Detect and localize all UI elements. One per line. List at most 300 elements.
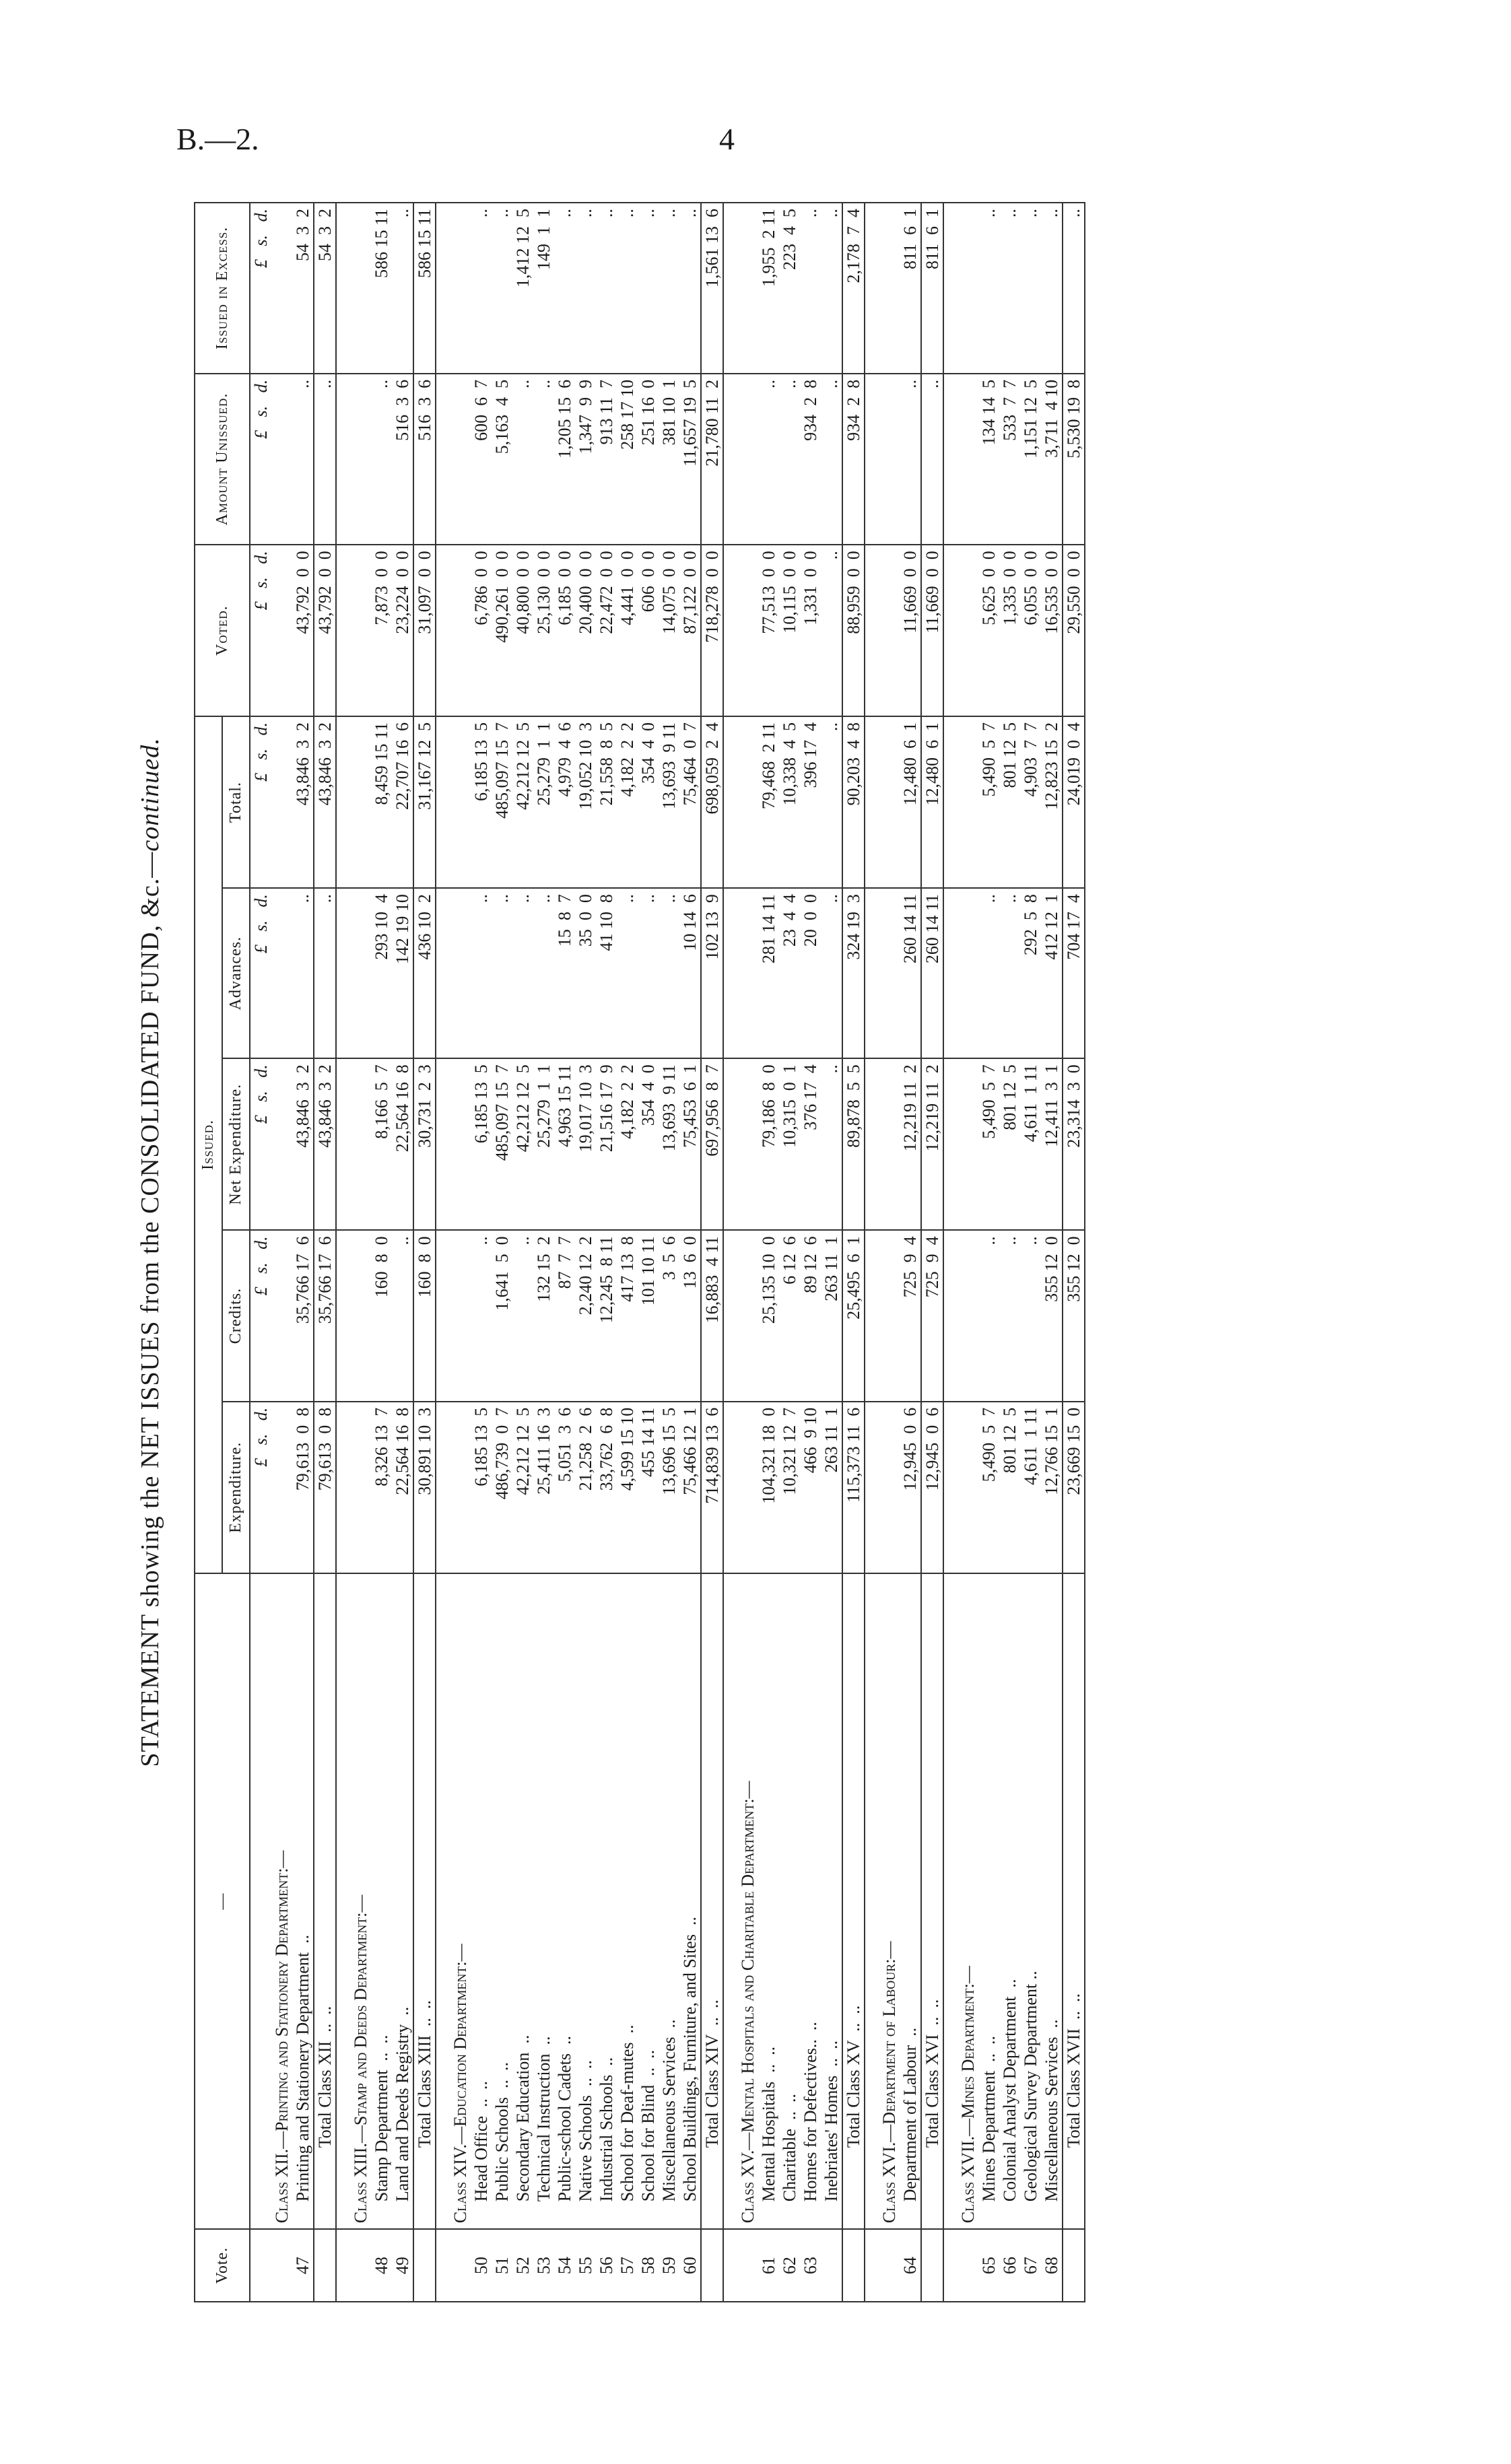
spacer-cell [865,1230,879,1401]
amount-cell: 1,331 0 0 [800,545,821,716]
col-description-header: — [195,1573,250,2229]
vote-cell: 67 [1020,2229,1041,2302]
amount-cell: 23,669 15 0 [1063,1402,1085,1573]
amount-cell: 35,766 17 6 [292,1230,314,1401]
spacer-cell [436,716,450,888]
amount-cell [271,1230,292,1401]
table-row [821,203,842,2302]
amount-cell: 102 13 9 [701,888,723,1058]
amount-cell [879,1230,900,1401]
amount-cell: .. [821,374,842,545]
amount-cell: 4,611 1 11 [1020,1058,1041,1230]
vote-cell [921,2229,943,2302]
vote-cell [879,2229,900,2302]
amount-cell: 43,846 3 2 [314,1058,336,1230]
class-heading: Class XVI.—Department of Labour:— [879,1573,900,2229]
total-row [842,203,865,2302]
description-cell: Miscellaneous Services .. [659,1573,679,2229]
amount-cell: .. [978,203,999,374]
table-row [292,203,314,2302]
table-row [779,203,800,2302]
amount-cell: 801 12 5 [999,716,1020,888]
amount-cell: 4,611 1 11 [1020,1402,1041,1573]
table-row [617,203,638,2302]
amount-cell [350,1058,371,1230]
amount-cell: 19,052 10 3 [575,716,596,888]
amount-cell: .. [821,888,842,1058]
amount-cell: 455 14 11 [638,1402,659,1573]
table-row [758,203,779,2302]
amount-cell [958,374,978,545]
col-total-header: Total. [222,716,250,888]
spacer-cell [336,2229,350,2302]
units-cell [250,1573,271,2229]
vote-cell: 68 [1041,2229,1063,2302]
statement-title [133,202,167,2302]
spacer-cell [865,203,879,374]
amount-cell: 12,945 0 6 [900,1402,921,1573]
spacer-row [436,203,450,2302]
col-net-expenditure-header: Net Expenditure. [222,1058,250,1230]
amount-cell: 1,641 5 0 [492,1230,512,1401]
col-vote-header: Vote. [195,2229,250,2302]
vote-cell [958,2229,978,2302]
title-suffix: continued. [136,737,164,852]
amount-cell: 13,693 9 11 [659,1058,679,1230]
vote-cell: 53 [533,2229,554,2302]
description-cell: Head Office .. .. [471,1573,492,2229]
amount-cell: 30,891 10 3 [413,1402,436,1573]
amount-cell: 4,599 15 10 [617,1402,638,1573]
amount-cell: 115,373 11 6 [842,1402,865,1573]
vote-cell [413,2229,436,2302]
spacer-cell [336,1573,350,2229]
vote-cell: 54 [554,2229,575,2302]
spacer-cell [943,1058,958,1230]
vote-cell [1063,2229,1085,2302]
title-main: STATEMENT showing the NET ISSUES from the CONSOLIDATED FUND, &c.— [136,851,164,1767]
spacer-cell [865,1402,879,1573]
amount-cell: 29,550 0 0 [1063,545,1085,716]
amount-cell: 43,792 0 0 [292,545,314,716]
amount-cell [879,1058,900,1230]
total-row [921,203,943,2302]
amount-cell: 704 17 4 [1063,888,1085,1058]
amount-cell [958,716,978,888]
description-cell: Homes for Defectives.. .. [800,1573,821,2229]
amount-cell: 293 10 4 [371,888,392,1058]
spacer-cell [723,203,737,374]
amount-cell: .. [533,374,554,545]
amount-cell: 12,219 11 2 [900,1058,921,1230]
amount-cell: 4,903 7 7 [1020,716,1041,888]
amount-cell: .. [617,888,638,1058]
amount-cell: 132 15 2 [533,1230,554,1401]
vote-cell: 55 [575,2229,596,2302]
amount-cell: 2,240 12 2 [575,1230,596,1401]
amount-cell: 714,839 13 6 [701,1402,723,1573]
spacer-cell [436,545,450,716]
amount-cell: .. [638,203,659,374]
amount-cell: 77,513 0 0 [758,545,779,716]
table-row [492,203,512,2302]
description-cell: Colonial Analyst Department .. [999,1573,1020,2229]
vote-cell: 61 [758,2229,779,2302]
amount-cell: 23,224 0 0 [392,545,413,716]
amount-cell: 5,490 5 7 [978,1402,999,1573]
vote-cell: 63 [800,2229,821,2302]
amount-cell: 23 4 4 [779,888,800,1058]
table-row [371,203,392,2302]
units-cell: £ s. d. [250,888,271,1058]
amount-cell: 263 11 1 [821,1402,842,1573]
vote-cell: 48 [371,2229,392,2302]
spacer-cell [943,545,958,716]
amount-cell [879,716,900,888]
amount-cell: .. [800,203,821,374]
description-cell: Mental Hospitals .. .. [758,1573,779,2229]
total-row [701,203,723,2302]
amount-cell: 35 0 0 [575,888,596,1058]
amount-cell: 355 12 0 [1041,1230,1063,1401]
table-row [512,203,533,2302]
col-credits-header: Credits. [222,1230,250,1401]
vote-cell [314,2229,336,2302]
amount-cell: 160 8 0 [371,1230,392,1401]
amount-cell: 25,279 1 1 [533,1058,554,1230]
amount-cell: 1,412 12 5 [512,203,533,374]
amount-cell: 149 1 1 [533,203,554,374]
amount-cell [450,716,471,888]
amount-cell: .. [999,888,1020,1058]
table-row [659,203,679,2302]
col-expenditure-header: Expenditure. [222,1402,250,1573]
vote-cell: 47 [292,2229,314,2302]
amount-cell: 21,780 11 2 [701,374,723,545]
amount-cell [737,1230,758,1401]
vote-cell: 57 [617,2229,638,2302]
spacer-cell [723,1573,737,2229]
table-row [392,203,413,2302]
amount-cell: 4,441 0 0 [617,545,638,716]
vote-cell [350,2229,371,2302]
spacer-cell [865,2229,879,2302]
amount-cell: 260 14 11 [900,888,921,1058]
amount-cell: 12,480 6 1 [900,716,921,888]
amount-cell: 40,800 0 0 [512,545,533,716]
amount-cell: 811 6 1 [900,203,921,374]
vote-cell [450,2229,471,2302]
spacer-cell [865,888,879,1058]
description-cell: Total Class XII .. .. [314,1573,336,2229]
amount-cell: 24,019 0 4 [1063,716,1085,888]
amount-cell: 3 5 6 [659,1230,679,1401]
header-row-1 [195,203,222,2302]
amount-cell: 6 12 6 [779,1230,800,1401]
amount-cell: .. [575,203,596,374]
amount-cell: 3,711 4 10 [1041,374,1063,545]
spacer-cell [723,1230,737,1401]
spacer-row [336,203,350,2302]
amount-cell: 33,762 6 8 [596,1402,617,1573]
vote-cell [701,2229,723,2302]
amount-cell: 21,258 2 6 [575,1402,596,1573]
amount-cell: .. [659,888,679,1058]
amount-cell: 417 13 8 [617,1230,638,1401]
description-cell: School Buildings, Furniture, and Sites .. [679,1573,701,2229]
amount-cell: 43,846 3 2 [292,716,314,888]
amount-cell: .. [978,888,999,1058]
amount-cell: 5,490 5 7 [978,716,999,888]
amount-cell: 354 4 0 [638,1058,659,1230]
description-cell: Total Class XV .. .. [842,1573,865,2229]
amount-cell: 89 12 6 [800,1230,821,1401]
amount-cell: 134 14 5 [978,374,999,545]
amount-cell [450,888,471,1058]
amount-cell: 8,166 5 7 [371,1058,392,1230]
page-number: 4 [719,122,735,156]
amount-cell: 54 3 2 [292,203,314,374]
vote-cell: 59 [659,2229,679,2302]
amount-cell: 223 4 5 [779,203,800,374]
description-cell: School for Blind .. .. [638,1573,659,2229]
amount-cell: 6,185 13 5 [471,1402,492,1573]
amount-cell: 466 9 10 [800,1402,821,1573]
col-unissued-header: Amount Unissued. [195,374,250,545]
amount-cell: 22,564 16 8 [392,1402,413,1573]
amount-cell: 263 11 1 [821,1230,842,1401]
spacer-cell [436,203,450,374]
amount-cell: 15 8 7 [554,888,575,1058]
amount-cell: 10,338 4 5 [779,716,800,888]
amount-cell: 42,212 12 5 [512,716,533,888]
vote-cell [842,2229,865,2302]
table-row [999,203,1020,2302]
amount-cell: 11,669 0 0 [900,545,921,716]
amount-cell: 25,135 10 0 [758,1230,779,1401]
units-cell: £ s. d. [250,716,271,888]
amount-cell: 490,261 0 0 [492,545,512,716]
amount-cell: 160 8 0 [413,1230,436,1401]
amount-cell: 12,945 0 6 [921,1402,943,1573]
amount-cell [737,1058,758,1230]
description-cell: Mines Department .. .. [978,1573,999,2229]
amount-cell [450,1058,471,1230]
spacer-cell [436,888,450,1058]
amount-cell: .. [492,203,512,374]
col-advances-header: Advances. [222,888,250,1058]
description-cell: Total Class XIII .. .. [413,1573,436,2229]
vote-cell: 58 [638,2229,659,2302]
spacer-cell [336,1402,350,1573]
amount-cell: 5,051 3 6 [554,1402,575,1573]
amount-cell [350,1230,371,1401]
amount-cell [737,888,758,1058]
amount-cell: 12,823 15 2 [1041,716,1063,888]
amount-cell: 436 10 2 [413,888,436,1058]
amount-cell: 12,766 15 1 [1041,1402,1063,1573]
amount-cell: 412 12 1 [1041,888,1063,1058]
spacer-cell [336,203,350,374]
amount-cell: 934 2 8 [842,374,865,545]
description-cell: Land and Deeds Registry .. [392,1573,413,2229]
spacer-cell [336,374,350,545]
amount-cell [271,203,292,374]
net-issues-table [194,202,1085,2302]
amount-cell: 6,185 13 5 [471,1058,492,1230]
amount-cell [350,888,371,1058]
spacer-row [723,203,737,2302]
units-cell: £ s. d. [250,545,271,716]
amount-cell: 718,278 0 0 [701,545,723,716]
amount-cell: .. [821,203,842,374]
amount-cell: 251 16 0 [638,374,659,545]
col-issued-header: Issued. [195,716,222,1573]
amount-cell: .. [314,374,336,545]
spacer-cell [865,545,879,716]
amount-cell: 12,480 6 1 [921,716,943,888]
amount-cell: 25,130 0 0 [533,545,554,716]
amount-cell [450,203,471,374]
amount-cell: 79,613 0 8 [292,1402,314,1573]
spacer-cell [943,2229,958,2302]
table-body [250,203,1085,2302]
amount-cell: .. [392,1230,413,1401]
amount-cell: 725 9 4 [900,1230,921,1401]
spacer-cell [436,1573,450,2229]
units-cell [250,2229,271,2302]
amount-cell: 4,182 2 2 [617,716,638,888]
amount-cell: .. [978,1230,999,1401]
amount-cell: 292 5 8 [1020,888,1041,1058]
amount-cell [737,1402,758,1573]
amount-cell: .. [758,374,779,545]
amount-cell: .. [921,374,943,545]
vote-cell: 49 [392,2229,413,2302]
amount-cell [271,888,292,1058]
amount-cell [271,545,292,716]
class-heading-row [350,203,371,2302]
amount-cell: 22,472 0 0 [596,545,617,716]
spacer-cell [865,1058,879,1230]
amount-cell: 4,963 15 11 [554,1058,575,1230]
amount-cell: .. [596,203,617,374]
vote-cell [821,2229,842,2302]
spacer-cell [865,374,879,545]
amount-cell: 75,453 6 1 [679,1058,701,1230]
amount-cell: 8,326 13 7 [371,1402,392,1573]
amount-cell: 516 3 6 [413,374,436,545]
description-cell: Miscellaneous Services .. [1041,1573,1063,2229]
spacer-cell [723,374,737,545]
table-row [596,203,617,2302]
amount-cell: 11,669 0 0 [921,545,943,716]
amount-cell: 13,696 15 5 [659,1402,679,1573]
amount-cell: 486,739 0 7 [492,1402,512,1573]
amount-cell: 20,400 0 0 [575,545,596,716]
amount-cell [958,545,978,716]
amount-cell [737,716,758,888]
units-cell: £ s. d. [250,203,271,374]
units-cell: £ s. d. [250,1058,271,1230]
amount-cell [350,203,371,374]
spacer-cell [723,716,737,888]
spacer-cell [336,1230,350,1401]
table-row [679,203,701,2302]
table-row [575,203,596,2302]
spacer-cell [336,545,350,716]
spacer-cell [723,2229,737,2302]
amount-cell: 41 10 8 [596,888,617,1058]
amount-cell: .. [1020,1230,1041,1401]
amount-cell: .. [679,203,701,374]
col-excess-header: Issued in Excess. [195,203,250,374]
amount-cell: 35,766 17 6 [314,1230,336,1401]
amount-cell: 801 12 5 [999,1402,1020,1573]
units-cell: £ s. d. [250,1402,271,1573]
description-cell: Native Schools .. .. [575,1573,596,2229]
amount-cell: 30,731 2 3 [413,1058,436,1230]
table-row [978,203,999,2302]
description-cell: Printing and Stationery Department .. [292,1573,314,2229]
amount-cell [450,374,471,545]
class-heading-row [958,203,978,2302]
table-row [638,203,659,2302]
amount-cell: 16,883 4 11 [701,1230,723,1401]
spacer-cell [943,716,958,888]
amount-cell: 43,846 3 2 [314,716,336,888]
table-row [900,203,921,2302]
table-row [554,203,575,2302]
vote-cell [271,2229,292,2302]
spacer-cell [723,1058,737,1230]
amount-cell: 811 6 1 [921,203,943,374]
amount-cell: 697,956 8 7 [701,1058,723,1230]
amount-cell: 396 17 4 [800,716,821,888]
amount-cell: 8,459 15 11 [371,716,392,888]
amount-cell: 11,657 19 5 [679,374,701,545]
vote-cell: 60 [679,2229,701,2302]
amount-cell: 12,219 11 2 [921,1058,943,1230]
amount-cell [450,545,471,716]
amount-cell: 516 3 6 [392,374,413,545]
amount-cell: 1,205 15 6 [554,374,575,545]
table-row [800,203,821,2302]
vote-cell: 56 [596,2229,617,2302]
amount-cell [958,1230,978,1401]
vote-cell: 50 [471,2229,492,2302]
amount-cell: 381 10 1 [659,374,679,545]
class-heading-row [879,203,900,2302]
class-heading: Class XVII.—Mines Department:— [958,1573,978,2229]
total-row [314,203,336,2302]
amount-cell [879,374,900,545]
spacer-cell [943,1573,958,2229]
amount-cell [958,1402,978,1573]
amount-cell [737,545,758,716]
amount-cell: 485,097 15 7 [492,1058,512,1230]
spacer-cell [723,888,737,1058]
amount-cell: .. [371,374,392,545]
amount-cell [271,716,292,888]
spacer-row [865,203,879,2302]
amount-cell: 22,564 16 8 [392,1058,413,1230]
table-row [471,203,492,2302]
amount-cell: 6,185 13 5 [471,716,492,888]
spacer-cell [723,545,737,716]
amount-cell: .. [554,203,575,374]
amount-cell: 376 17 4 [800,1058,821,1230]
